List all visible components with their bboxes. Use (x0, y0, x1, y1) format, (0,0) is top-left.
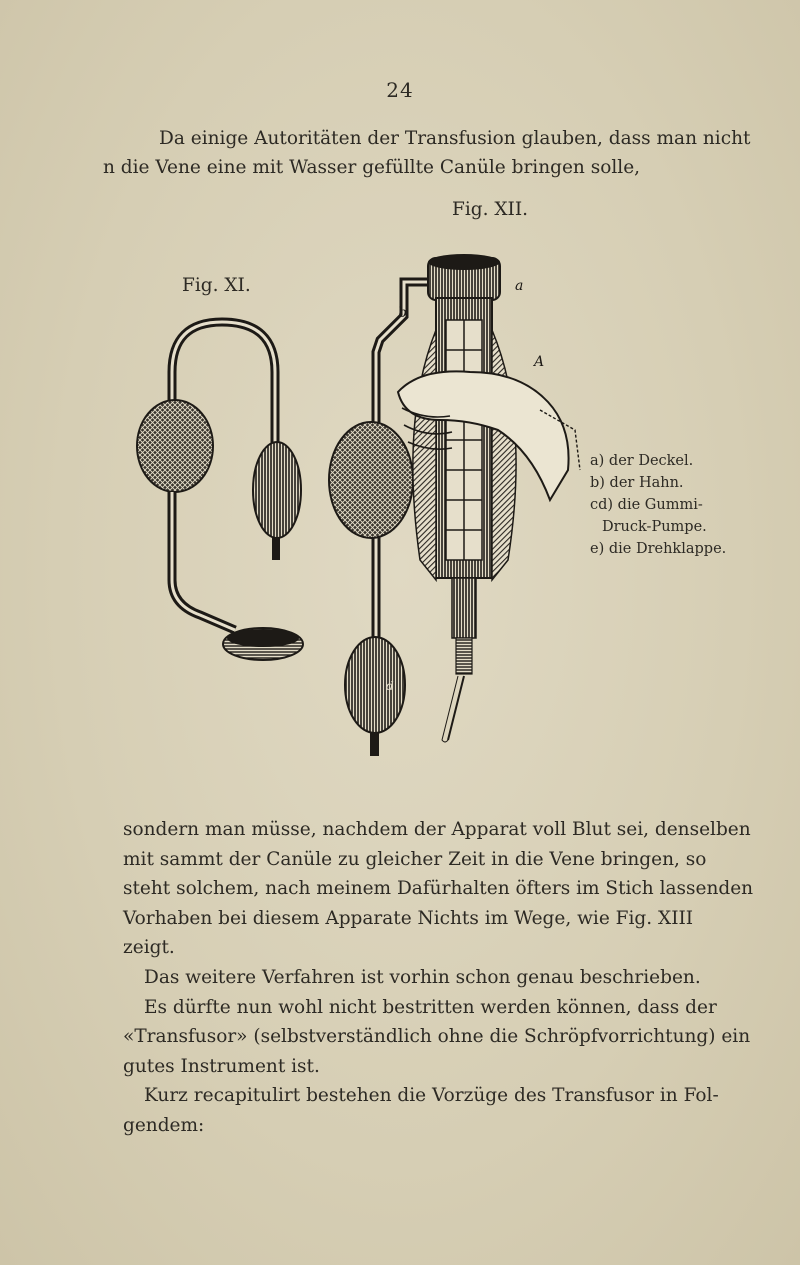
page-number: 24 (386, 78, 414, 102)
body-line: Kurz recapitulirt bestehen die Vorzüge des Transfusor in Fol- (144, 1085, 719, 1107)
body-line: mit sammt der Canüle zu gleicher Zeit in die Vene bringen, so (123, 848, 707, 870)
legend-item-e: e) die Drehklappe. (590, 541, 727, 557)
body-line: Das weitere Verfahren ist vorhin schon genau beschrieben. (144, 966, 701, 988)
body-line: gutes Instrument ist. (123, 1055, 320, 1077)
body-line: sondern man müsse, nachdem der Apparat voll Blut sei, denselben (123, 819, 751, 840)
body-line: «Transfusor» (selbstverständlich ohne die Schröpfvorrichtung) ein (123, 1026, 751, 1048)
body-line: zeigt. (123, 937, 175, 959)
fig-xi-drawing (137, 322, 303, 660)
body-line: Es dürfte nun wohl nicht bestritten werden können, dass der (144, 996, 717, 1018)
body-text (123, 815, 754, 1141)
text-line-1: Da einige Autoritäten der Transfusion glauben, dass man nicht (159, 128, 751, 149)
figure-letter-d: d (386, 679, 394, 693)
body-line: gendem: (123, 1114, 205, 1136)
figure-letter-b: b (398, 305, 407, 321)
fig-xii-title: Fig. XII. (452, 199, 529, 220)
fig-xii-drawing (329, 254, 580, 756)
figure-letter-A: A (534, 354, 545, 370)
text-line-2: n die Vene eine mit Wasser gefüllte Canüle bringen solle, (103, 157, 641, 178)
body-line: steht solchem, nach meinem Dafürhalten öfters im Stich lassenden (123, 878, 754, 900)
legend-item-cd: cd) die Gummi- (590, 497, 703, 513)
figure-letter-a: a (515, 278, 524, 294)
legend-item-a: a) der Deckel. (590, 453, 694, 469)
legend-item-cd-cont: Druck-Pumpe. (602, 519, 707, 535)
fig-xi-title: Fig. XI. (182, 275, 251, 296)
body-line: Vorhaben bei diesem Apparate Nichts im Wege, wie Fig. XIII (123, 907, 694, 929)
figure-legend (590, 450, 726, 560)
legend-item-b: b) der Hahn. (590, 475, 684, 491)
